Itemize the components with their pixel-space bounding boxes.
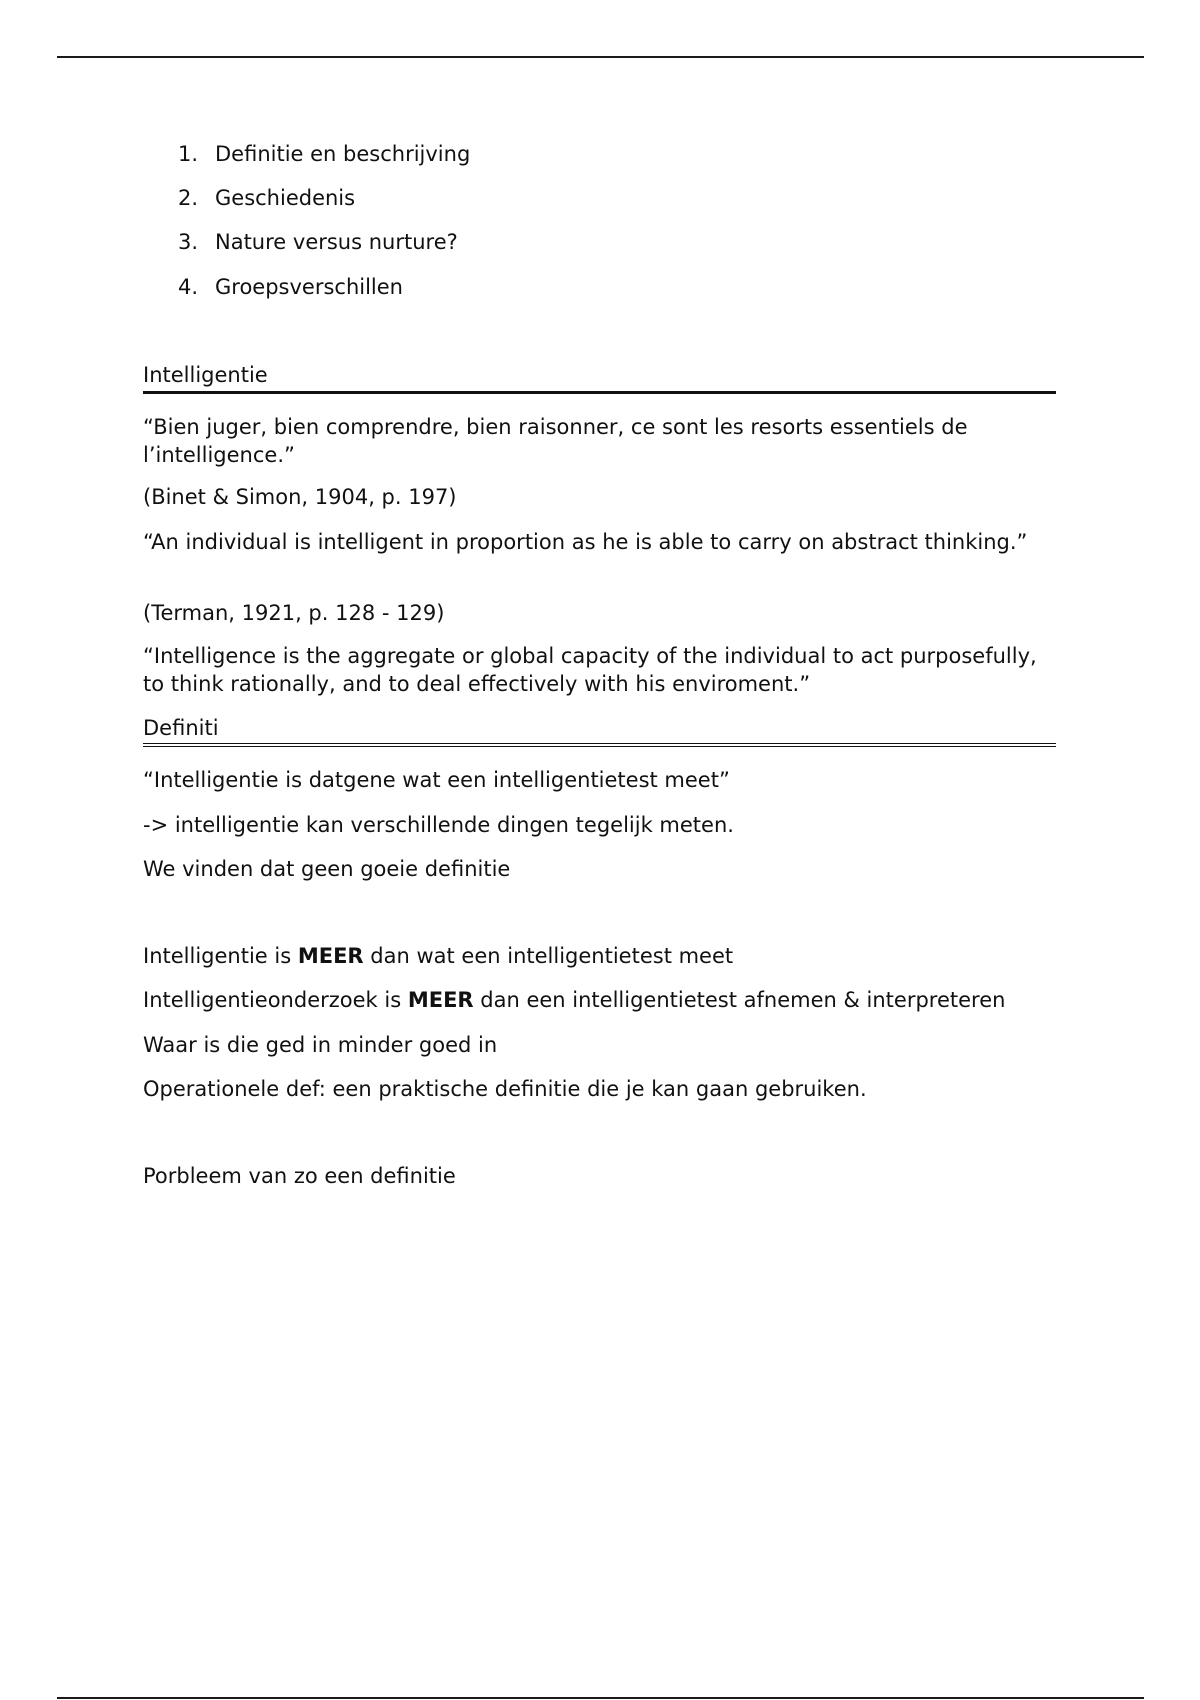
toc-item-number: 4.	[178, 275, 199, 299]
toc-item-1	[178, 142, 470, 166]
meer-statement-2	[143, 986, 1058, 1014]
toc-item-4	[178, 275, 403, 299]
toc-item-label: Nature versus nurture?	[215, 230, 458, 254]
problem-line: Porbleem van zo een definitie	[143, 1164, 456, 1188]
text-fragment: dan een intelligentietest afnemen & interpreteren	[473, 988, 1006, 1012]
page-bottom-rule	[57, 1697, 1144, 1699]
toc-item-3	[178, 230, 458, 254]
definition-note: -> intelligentie kan verschillende dingen tegelijk meten.	[143, 813, 734, 837]
toc-item-number: 3.	[178, 230, 199, 254]
text-fragment: Intelligentieonderzoek is	[143, 988, 408, 1012]
emphasis-text: MEER	[297, 944, 364, 968]
toc-item-label: Groepsverschillen	[215, 275, 403, 299]
text-fragment: dan wat een intelligentietest meet	[363, 944, 734, 968]
toc-item-number: 1.	[178, 142, 199, 166]
emphasis-text: MEER	[407, 988, 474, 1012]
definition-remark: We vinden dat geen goeie definitie	[143, 857, 511, 881]
toc-item-number: 2.	[178, 186, 199, 210]
text-fragment: Intelligentie is	[143, 944, 298, 968]
section-heading-definiti: Definiti	[143, 716, 1056, 747]
quote-binet: “Bien juger, bien comprendre, bien raisonner, ce sont les resorts essentiels de l’intelligence.”	[143, 415, 968, 467]
quote-terman: “An individual is intelligent in proportion as he is able to carry on abstract thinking.”	[143, 530, 1028, 554]
toc-item-2	[178, 186, 355, 210]
definition-quote: “Intelligentie is datgene wat een intelligentietest meet”	[143, 768, 730, 792]
quote-wechsler: “Intelligence is the aggregate or global capacity of the individual to act purposefully, to think rationally, and to deal effectively with his enviroment.”	[143, 644, 1037, 696]
citation-binet: (Binet & Simon, 1904, p. 197)	[143, 485, 457, 509]
operational-definition: Operationele def: een praktische definitie die je kan gaan gebruiken.	[143, 1077, 867, 1101]
citation-terman: (Terman, 1921, p. 128 - 129)	[143, 601, 445, 625]
toc-item-label: Definitie en beschrijving	[215, 142, 471, 166]
section-heading-intelligentie: Intelligentie	[143, 363, 1056, 394]
meer-statement-1	[143, 942, 1058, 970]
toc-item-label: Geschiedenis	[215, 186, 356, 210]
note-line: Waar is die ged in minder goed in	[143, 1033, 498, 1057]
page-top-rule	[57, 56, 1144, 58]
